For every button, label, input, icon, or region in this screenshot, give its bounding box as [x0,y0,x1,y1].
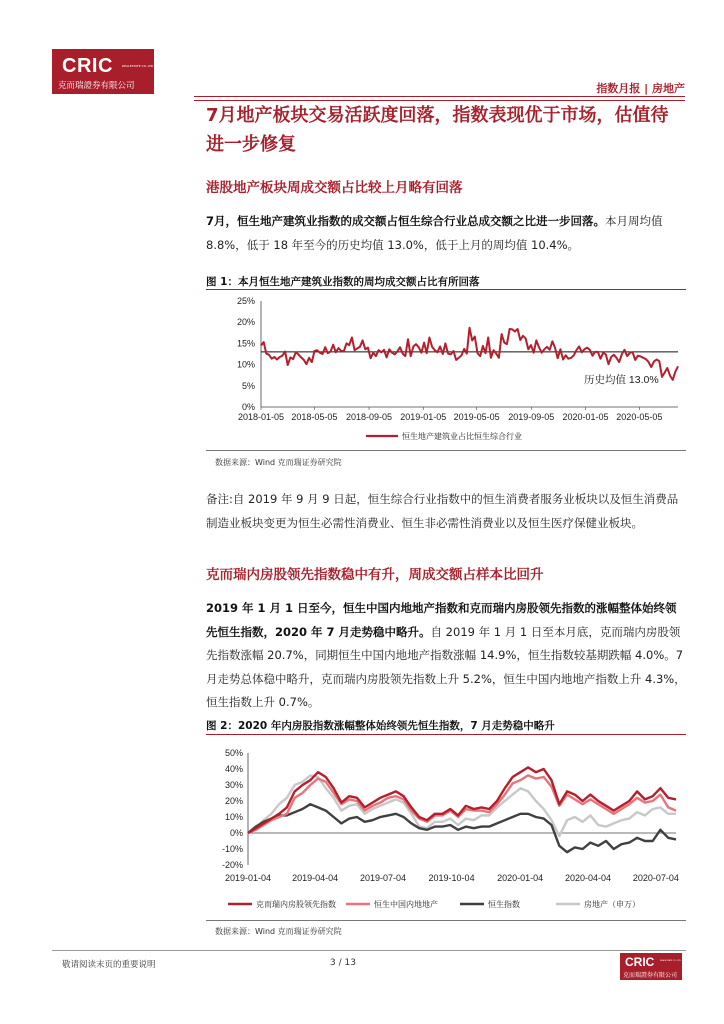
figure1-top-rule [206,289,686,290]
figure1-chart [206,291,686,446]
footer-logo [620,953,682,980]
figure1-source: 数据来源：Wind 克而瑞证券研究院 [215,458,342,467]
section1-paragraph [206,210,686,257]
x-tick-label: 2019-09-05 [508,412,555,422]
section1-heading: 港股地产板块周成交额占比较上月略有回落 [206,180,463,196]
x-tick-label: 2018-01-05 [237,412,285,422]
figure2-top-rule [206,734,686,735]
y-tick-label: 15% [236,338,255,349]
cric-logo [52,49,154,94]
note-paragraph: 备注:自 2019 年 9 月 9 日起，恒生综合行业指数中的恒生消费者服务业板块以及恒生消费品制造业板块变更为恒生必需性消费业、恒生非必需性消费业以及恒生医疗保健业板块。 [206,492,679,530]
page-title: 7月地产板块交易活跃度回落，指数表现优于市场，估值待进一步修复 [206,105,669,155]
footer-disclaimer: 敬请阅读末页的重要说明 [62,960,156,970]
x-tick-label: 2018-05-05 [291,412,338,422]
logo-subtitle: 克而瑞證券有限公司 [58,81,135,91]
section2-bold-text: 2019 年 1 月 1 日至今，恒生中国内地地产指数和克而瑞内房股领先指数的涨幅整体始终领先恒生指数，2020 年 7 月走势稳中略升。 [206,601,677,639]
historical-average-label: 历史均值 13.0% [584,373,659,386]
y-tick-label: 25% [236,296,255,306]
y-tick-label: -10% [221,844,243,854]
x-tick-label: 2020-01-05 [562,412,609,422]
legend-label: 恒生地产建筑业占比恒生综合行业 [402,432,522,441]
y-tick-label: 20% [236,317,255,328]
header-divider [194,96,685,97]
x-tick-label: 2019-01-04 [224,873,272,883]
figure1-caption: 图 1：本月恒生地产建筑业指数的周均成交额占比有所回落 [206,276,480,288]
y-tick-label: 20% [224,796,243,806]
figure2-caption: 图 2：2020 年内房股指数涨幅整体始终领先恒生指数，7 月走势稳中略升 [206,720,555,732]
y-tick-label: 10% [224,812,243,822]
figure2-source: 数据来源：Wind 克而瑞证券研究院 [215,927,342,936]
y-tick-label: -20% [221,860,243,870]
footer-divider [52,950,686,951]
report-tag: 指数月报 | 房地产 [596,82,685,95]
figure2-bottom-rule [206,920,686,921]
x-tick-label: 2020-05-05 [616,412,663,422]
legend-label: 克而瑞内房股领先指数 [256,900,336,909]
x-tick-label: 2019-10-04 [428,873,475,883]
x-tick-label: 2020-07-04 [632,873,679,883]
logo-text: CRIC [62,55,113,77]
y-tick-label: 5% [241,380,255,391]
section2-heading: 克而瑞内房股领先指数稳中有升，周成交额占样本比回升 [206,567,544,583]
y-tick-label: 40% [224,764,243,774]
figure1-bottom-rule [206,450,686,451]
footer-logo-text: CRIC [625,955,655,969]
legend-label: 恒生指数 [488,900,520,909]
section1-bold-text: 7月，恒生地产建筑业指数的成交额占恒生综合行业总成交额之比进一步回落。 [206,214,605,228]
x-tick-label: 2019-01-05 [400,412,447,422]
section1-text: 本月周均值 8.8%，低于 18 年至今的历史均值 13.0%，低于上月的周均值 10.4%。 [206,214,663,252]
logo-tiny-text: REALESTATE CO.,LTD [122,64,154,68]
section2-text: 自 2019 年 1 月 1 日至本月底，克而瑞内房股领先指数涨幅 20.7%，同期恒生中国内地地产指数涨幅 14.9%，恒生指数较基期跌幅 4.0%。7 月走势总体稳中略升，克而瑞内房股领先指数上升 5.2%，恒生中国内地地产指数上升 4.3%，恒生指数上升 0.7%。 [206,624,686,709]
figure2-chart [206,737,686,917]
x-tick-label: 2019-05-05 [453,412,500,422]
footer-logo-subtitle: 克而瑞證券有限公司 [623,972,678,979]
series-line-hs-property-share [261,328,678,380]
y-tick-label: 30% [224,780,243,790]
x-tick-label: 2019-07-04 [359,873,406,883]
page-number: 3 / 13 [330,958,356,968]
x-tick-label: 2020-04-04 [564,873,612,883]
y-tick-label: 50% [224,748,243,758]
x-tick-label: 2018-09-05 [346,412,393,422]
y-tick-label: 10% [236,359,255,370]
y-tick-label: 0% [229,828,243,838]
section2-paragraph [206,597,686,715]
footer-logo-tiny: REALESTATE CO.,LTD [660,960,681,962]
x-tick-label: 2019-04-04 [292,873,339,883]
y-tick-label: 0% [241,402,255,412]
legend-label: 恒生中国内地地产 [374,900,438,909]
x-tick-label: 2020-01-04 [497,873,544,883]
legend-label: 房地产（申万） [584,900,640,909]
